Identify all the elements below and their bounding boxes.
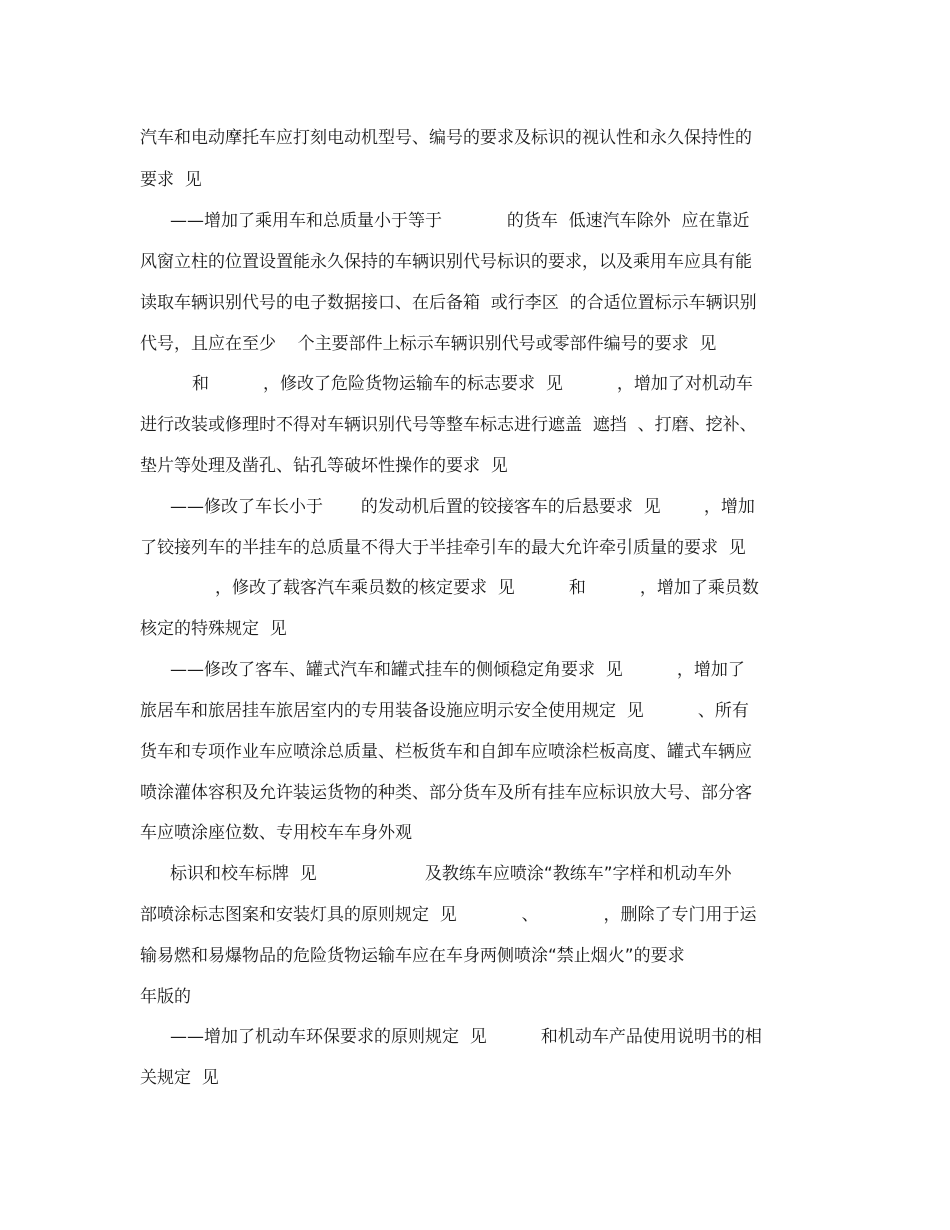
text-line: 喷涂灌体容积及允许装运货物的种类、部分货车及所有挂车应标识放大号、部分客 <box>140 783 752 803</box>
text-line: 部喷涂标志图案和安装灯具的原则规定 见 、 ，删除了专门用于运 <box>140 905 757 925</box>
text-line: 车应喷涂座位数、专用校车车身外观 <box>140 823 412 843</box>
text-line: 核定的特殊规定 见 <box>140 619 287 639</box>
text-line: 和 ，修改了危险货物运输车的标志要求 见 ，增加了对机动车 <box>192 374 753 394</box>
text-line: ——修改了客车、罐式汽车和罐式挂车的侧倾稳定角要求 见 ，增加了 <box>170 660 745 680</box>
text-line: 进行改装或修理时不得对车辆识别代号等整车标志进行遮盖 遮挡 、打磨、挖补、 <box>140 415 757 435</box>
text-line: 代号，且应在至少 个主要部件上标示车辆识别代号或零部件编号的要求 见 <box>140 334 717 354</box>
text-line: 要求 见 <box>140 170 202 190</box>
text-line: 标识和校车标牌 见 及教练车应喷涂“教练车”字样和机动车外 <box>170 864 732 884</box>
text-line: 垫片等处理及凿孔、钻孔等破坏性操作的要求 见 <box>140 456 508 476</box>
text-line: ——增加了乘用车和总质量小于等于 的货车 低速汽车除外 应在靠近 <box>170 211 750 231</box>
text-line: ——增加了机动车环保要求的原则规定 见 和机动车产品使用说明书的相 <box>170 1027 762 1047</box>
text-line: 年版的 <box>140 987 191 1007</box>
text-line: 货车和专项作业车应喷涂总质量、栏板货车和自卸车应喷涂栏板高度、罐式车辆应 <box>140 742 752 762</box>
text-line: 风窗立柱的位置设置能永久保持的车辆识别代号标识的要求，以及乘用车应具有能 <box>140 252 752 272</box>
text-line: 读取车辆识别代号的电子数据接口、在后备箱 或行李区 的合适位置标示车辆识别 <box>140 293 757 313</box>
text-line: ，修改了载客汽车乘员数的核定要求 见 和 ，增加了乘员数 <box>215 578 759 598</box>
text-line: ——修改了车长小于 的发动机后置的铰接客车的后悬要求 见 ，增加 <box>170 497 755 517</box>
text-line: 旅居车和旅居挂车旅居室内的专用装备设施应明示安全使用规定 见 、所有 <box>140 701 749 721</box>
text-line: 关规定 见 <box>140 1068 219 1088</box>
text-line: 汽车和电动摩托车应打刻电动机型号、编号的要求及标识的视认性和永久保持性的 <box>140 128 752 148</box>
text-line: 了铰接列车的半挂车的总质量不得大于半挂牵引车的最大允许牵引质量的要求 见 <box>140 538 746 558</box>
text-line: 输易燃和易爆物品的危险货物运输车应在车身两侧喷涂“禁止烟火”的要求 <box>140 946 685 966</box>
